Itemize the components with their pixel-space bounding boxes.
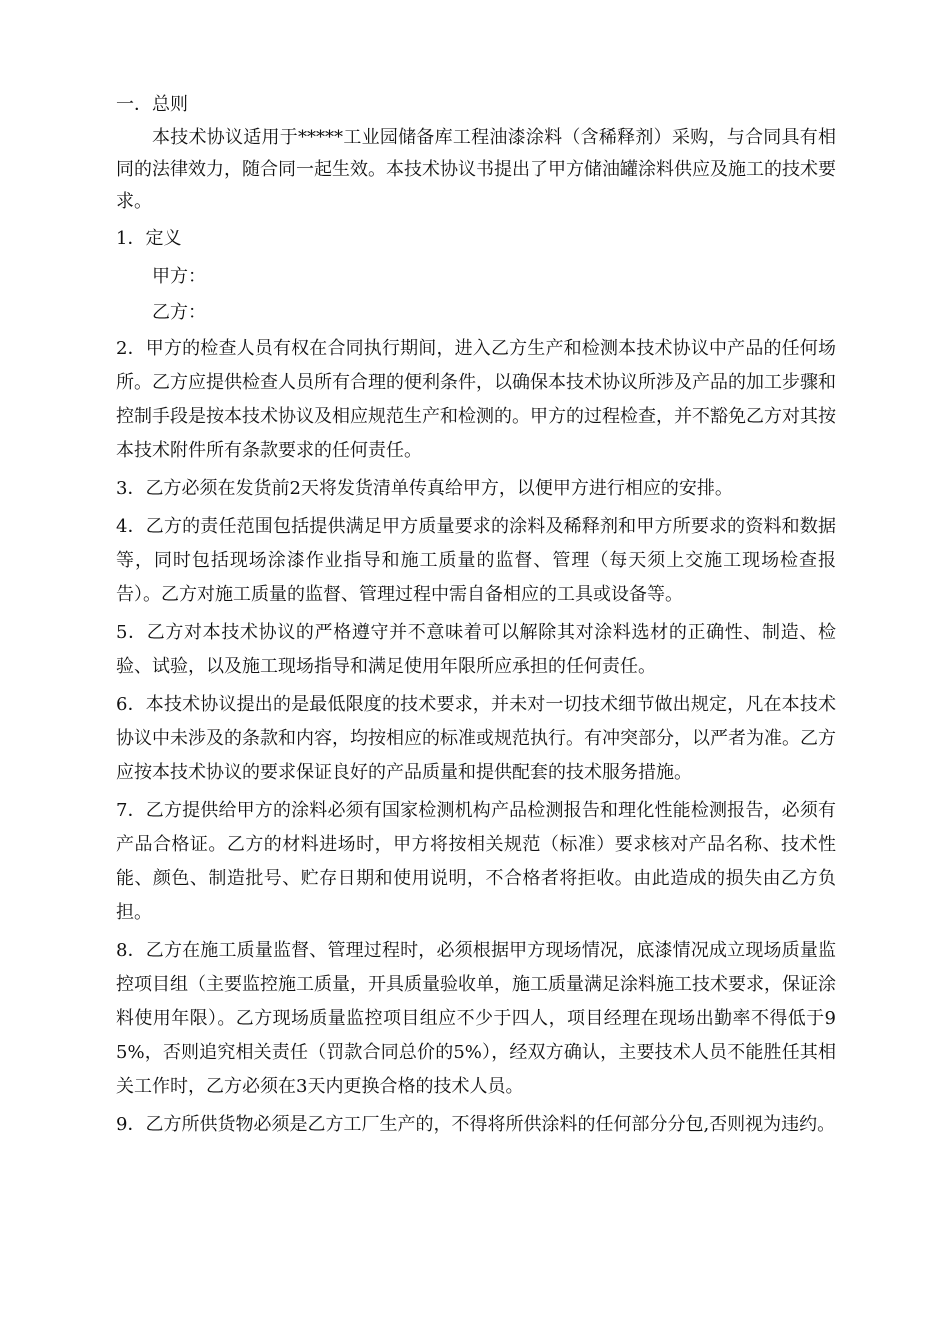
clause-3: 3．乙方必须在发货前2天将发货清单传真给甲方，以便甲方进行相应的安排。: [116, 478, 733, 499]
intro-paragraph: 本技术协议适用于*****工业园储备库工程油漆涂料（含稀释剂）采购，与合同具有相同的法律效力，随合同一起生效。本技术协议书提出了甲方储油罐涂料供应及施工的技术要求。: [116, 127, 836, 212]
document-page: [116, 92, 836, 1146]
clause-4: 4．乙方的责任范围包括提供满足甲方质量要求的涂料及稀释剂和甲方所要求的资料和数据等，同时包括现场涂漆作业指导和施工质量的监督、管理（每天须上交施工现场检查报告）。乙方对施工质量的监督、管理过程中需自备相应的工具或设备等。: [116, 516, 836, 605]
clause-8: 8．乙方在施工质量监督、管理过程时，必须根据甲方现场情况，底漆情况成立现场质量监控项目组（主要监控施工质量，开具质量验收单，施工质量满足涂料施工技术要求，保证涂料使用年限）。乙方现场质量监控项目组应不少于四人，项目经理在现场出勤率不得低于95%，否则追究相关责任（罚款合同总价的5%），经双方确认，主要技术人员不能胜任其相关工作时，乙方必须在3天内更换合格的技术人员。: [116, 940, 836, 1097]
section-title: 一．总则: [116, 94, 188, 115]
clause-2: 2．甲方的检查人员有权在合同执行期间，进入乙方生产和检测本技术协议中产品的任何场所。乙方应提供检查人员所有合理的便利条件，以确保本技术协议所涉及产品的加工步骤和控制手段是按本技术协议及相应规范生产和检测的。甲方的过程检查，并不豁免乙方对其按本技术附件所有条款要求的任何责任。: [116, 338, 836, 461]
clause-7: 7．乙方提供给甲方的涂料必须有国家检测机构产品检测报告和理化性能检测报告，必须有产品合格证。乙方的材料进场时，甲方将按相关规范（标准）要求核对产品名称、技术性能、颜色、制造批号、贮存日期和使用说明，不合格者将拒收。由此造成的损失由乙方负担。: [116, 800, 836, 923]
party-b-label: 乙方：: [152, 302, 206, 323]
party-a-label: 甲方：: [152, 266, 206, 287]
definition-title: 1．定义: [116, 228, 182, 249]
clause-9: 9．乙方所供货物必须是乙方工厂生产的，不得将所供涂料的任何部分分包,否则视为违约。: [116, 1114, 836, 1135]
clause-5: 5．乙方对本技术协议的严格遵守并不意味着可以解除其对涂料选材的正确性、制造、检验、试验，以及施工现场指导和满足使用年限所应承担的任何责任。: [116, 622, 836, 677]
clause-6: 6．本技术协议提出的是最低限度的技术要求，并未对一切技术细节做出规定，凡在本技术协议中未涉及的条款和内容，均按相应的标准或规范执行。有冲突部分，以严者为准。乙方应按本技术协议的要求保证良好的产品质量和提供配套的技术服务措施。: [116, 694, 836, 783]
